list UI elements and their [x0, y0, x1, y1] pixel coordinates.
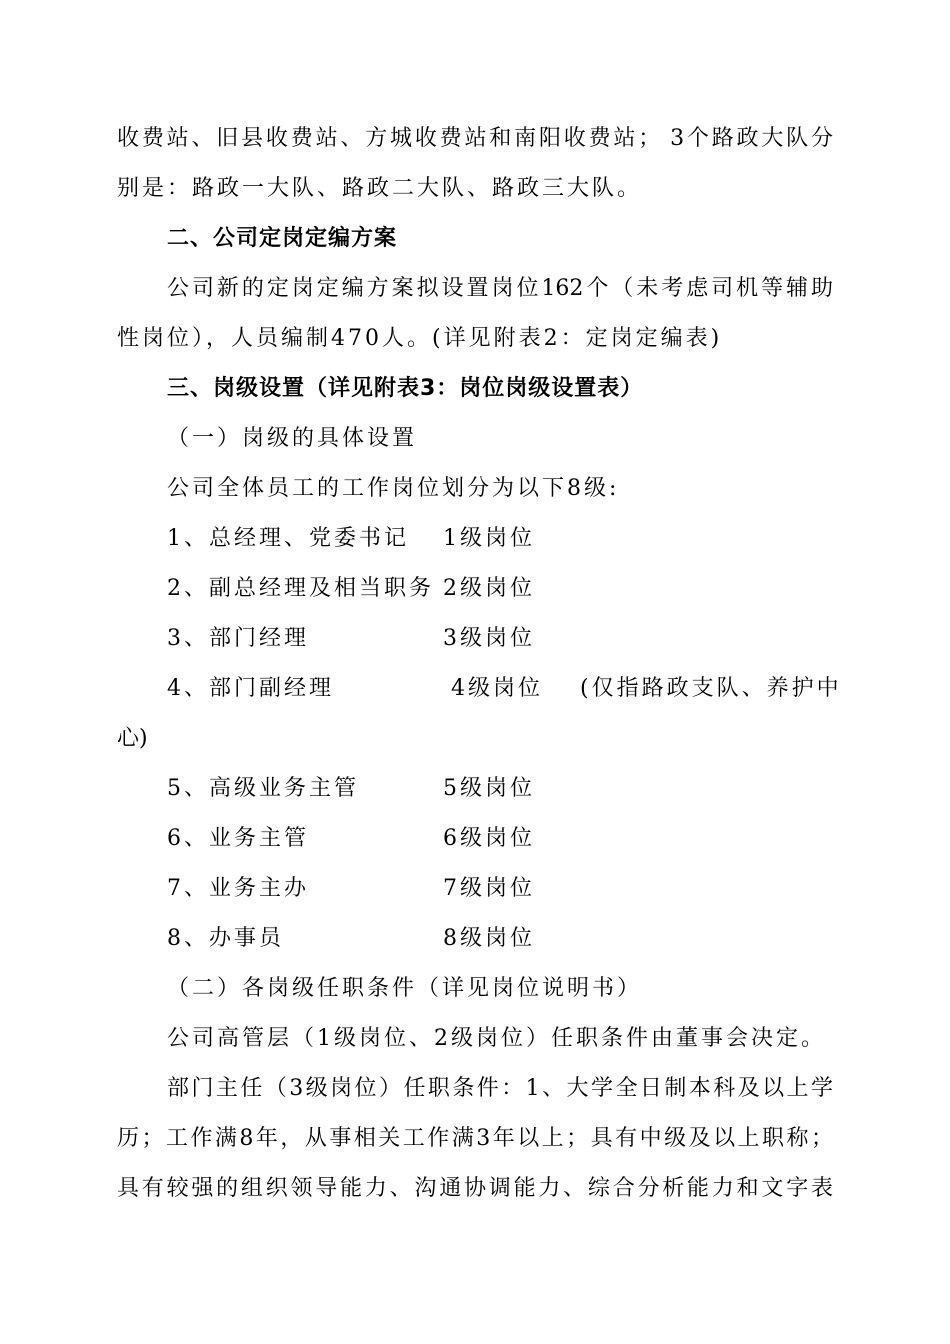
text-line: 部门主任（3级岗位）任职条件：1、大学全日制本科及以上学: [167, 1076, 833, 1101]
level-name: 7、业务主办: [167, 876, 309, 901]
level-row: [0, 622, 950, 656]
heading-2: 二、公司定岗定编方案: [167, 226, 398, 251]
text-line: 公司全体员工的工作岗位划分为以下8级:: [167, 476, 620, 501]
text-line: 历；工作满8年，从事相关工作满3年以上；具有中级及以上职称；: [117, 1126, 833, 1151]
heading-3: 三、岗级设置（详见附表3：岗位岗级设置表）: [167, 376, 644, 401]
paragraph-line: [0, 722, 950, 756]
level-row: [0, 572, 950, 606]
paragraph-line: [0, 272, 950, 306]
text-line: 别是：路政一大队、路政二大队、路政三大队。: [117, 176, 643, 201]
level-row: [0, 872, 950, 906]
level-name: 4、部门副经理: [167, 676, 334, 701]
section-heading: [0, 372, 950, 406]
level-name: 1、总经理、党委书记: [167, 526, 409, 551]
level-grade: 7级岗位: [443, 876, 535, 901]
text-line: 收费站、旧县收费站、方城收费站和南阳收费站； 3个路政大队分: [117, 126, 833, 151]
level-grade: 5级岗位: [443, 776, 535, 801]
paragraph-line: [0, 1022, 950, 1056]
subheading: [0, 972, 950, 1006]
text-line: 性岗位），人员编制470人。(详见附表2：定岗定编表): [117, 326, 723, 351]
level-grade: 8级岗位: [443, 926, 535, 951]
paragraph-line: [0, 322, 950, 356]
level-row: [0, 522, 950, 556]
paragraph-line: [0, 472, 950, 506]
text-line: 公司新的定岗定编方案拟设置岗位162个（未考虑司机等辅助: [167, 276, 833, 301]
level-row: [0, 922, 950, 956]
level-grade: 1级岗位: [443, 526, 535, 551]
level-name: 6、业务主管: [167, 826, 309, 851]
subheading-2: （二）各岗级任职条件（详见岗位说明书）: [167, 976, 643, 1001]
level-grade: 4级岗位: [451, 676, 543, 701]
level-grade: 6级岗位: [443, 826, 535, 851]
paragraph-line: [0, 1172, 950, 1206]
paragraph-line: [0, 172, 950, 206]
level-name: 5、高级业务主管: [167, 776, 359, 801]
level-name: 3、部门经理: [167, 626, 309, 651]
paragraph-line: [0, 1122, 950, 1156]
subheading: [0, 422, 950, 456]
level-row: [0, 822, 950, 856]
level-grade: 3级岗位: [443, 626, 535, 651]
level-note: (仅指路政支队、养护中: [580, 676, 842, 701]
level-row: [0, 772, 950, 806]
section-heading: [0, 222, 950, 256]
paragraph-line: [0, 1072, 950, 1106]
subheading-1: （一）岗级的具体设置: [167, 426, 418, 451]
text-line: 公司高管层（1级岗位、2级岗位）任职条件由董事会决定。: [167, 1026, 826, 1051]
level-grade: 2级岗位: [443, 576, 535, 601]
level-note-wrap: 心): [117, 726, 148, 751]
level-name: 2、副总经理及相当职务: [167, 576, 434, 601]
text-line: 具有较强的组织领导能力、沟通协调能力、综合分析能力和文字表: [117, 1176, 833, 1201]
level-name: 8、办事员: [167, 926, 284, 951]
paragraph-line: [0, 122, 950, 156]
level-row: [0, 672, 950, 706]
